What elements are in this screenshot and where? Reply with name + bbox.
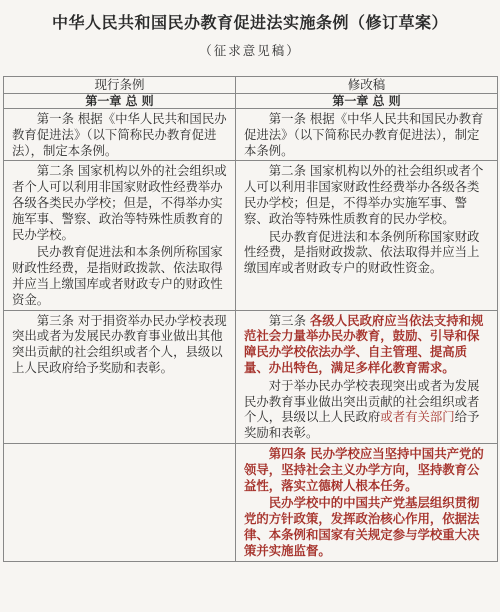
revised-article-2 bbox=[236, 161, 498, 310]
comparison-table bbox=[3, 76, 498, 562]
table-row bbox=[4, 443, 498, 561]
revised-article-4 bbox=[236, 443, 498, 561]
revised-text-highlight: 民办学校中的中国共产党基层组织贯彻党的方针政策，发挥政治核心作用，依据法律、本条例和国家有关规定参与学校重大决策并实施监督。 bbox=[244, 495, 480, 558]
chapter-row bbox=[4, 94, 498, 109]
paragraph-text: 对于举办民办学校表现突出或者为发展民办教育事业做出突出贡献的社会组织或者个人，县级以上人民政府 bbox=[244, 377, 480, 425]
paragraph: 民办教育促进法和本条例所称国家财政性经费，是指财政拨款、依法取得并应当上缴国库或者财政专户的财政性资金。 bbox=[244, 228, 480, 276]
paragraph: 第一条 根据《中华人民共和国民办教育促进法》（以下简称民办教育促进法），制定本条例。 bbox=[244, 111, 484, 158]
paragraph: 第一条 根据《中华人民共和国民办教育促进法》（以下简称民办教育促进法），制定本条例。 bbox=[12, 111, 227, 158]
table-row bbox=[4, 310, 498, 443]
chapter-title-current: 第一章 总 则 bbox=[4, 94, 236, 109]
current-article-4-empty bbox=[4, 443, 236, 561]
column-header-revised: 修改稿 bbox=[236, 77, 498, 94]
paragraph: 第二条 国家机构以外的社会组织或者个人可以利用非国家财政性经费举办各级各类民办学校；但是，不得举办实施军事、警察、政治等特殊性质教育的民办学校。 bbox=[244, 163, 484, 226]
column-header-current: 现行条例 bbox=[4, 77, 236, 94]
table-row bbox=[4, 109, 498, 161]
paragraph: 第二条 国家机构以外的社会组织或者个人可以利用非国家财政性经费举办各级各类民办学校；但是，不得举办实施军事、警察、政治等特殊性质教育的民办学校。 bbox=[12, 163, 227, 242]
table-row bbox=[4, 161, 498, 310]
chapter-title-revised: 第一章 总 则 bbox=[236, 94, 498, 109]
paragraph-text: 给予奖励和表彰。 bbox=[244, 409, 480, 441]
revised-text-highlight: 或者有关部门 bbox=[380, 409, 455, 425]
revised-text-highlight: 各级人民政府应当依法支持和规范社会力量举办民办教育，鼓励、引导和保障民办学校依法办学、自主管理、提高质量、办出特色，满足多样化教育需求。 bbox=[244, 312, 484, 375]
revised-article-1 bbox=[236, 109, 498, 161]
document-subtitle: （征求意见稿） bbox=[199, 43, 301, 58]
revised-text-highlight: 第四条 民办学校应当坚持中国共产党的领导，坚持社会主义办学方向，坚持教育公益性，落实立德树人根本任务。 bbox=[244, 445, 484, 493]
document-title: 中华人民共和国民办教育促进法实施条例（修订草案） bbox=[51, 13, 448, 32]
paragraph: 第三条 对于捐资举办民办学校表现突出或者为发展民办教育事业做出其他突出贡献的社会组织或者个人，县级以上人民政府给予奖励和表彰。 bbox=[12, 312, 227, 375]
article-number: 第三条 bbox=[268, 312, 310, 328]
paragraph bbox=[244, 313, 489, 376]
current-article-2 bbox=[4, 161, 236, 310]
revised-article-3 bbox=[236, 310, 498, 443]
current-article-1 bbox=[4, 109, 236, 161]
current-article-3 bbox=[4, 310, 236, 443]
header-row bbox=[4, 77, 498, 94]
paragraph: 民办教育促进法和本条例所称国家财政性经费，是指财政拨款、依法取得并应当上缴国库或者财政专户的财政性资金。 bbox=[12, 244, 223, 307]
paragraph bbox=[244, 378, 489, 441]
